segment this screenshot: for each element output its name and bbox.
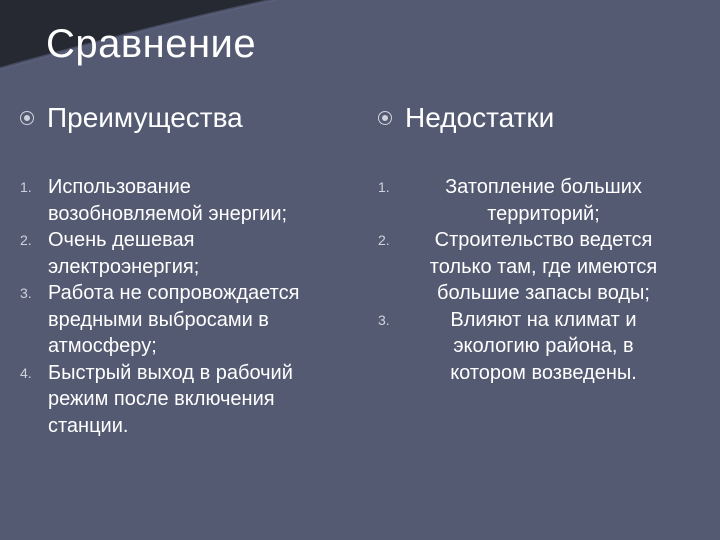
disadvantages-list [378, 174, 708, 386]
item-number: 2. [378, 232, 390, 248]
list-item [378, 174, 708, 227]
disadvantages-heading-label: Недостатки [405, 102, 555, 133]
list-item [378, 227, 708, 307]
list-item [378, 307, 708, 387]
list-item [20, 280, 360, 360]
disadvantages-column [378, 98, 708, 386]
advantages-list [20, 174, 360, 439]
item-number: 4. [20, 364, 32, 381]
item-text: Строительство ведется только там, где имеются большие запасы воды; [429, 229, 658, 304]
radio-bullet-icon [378, 111, 392, 125]
item-text: Влияют на климат и экологию района, в котором возведены. [450, 308, 637, 384]
list-item [20, 227, 360, 280]
list-item [20, 360, 360, 440]
item-text: Использование возобновляемой энергии; [48, 176, 288, 225]
slide-title: Сравнение [46, 22, 257, 66]
advantages-heading-label: Преимущества [47, 102, 243, 133]
item-number: 1. [378, 179, 390, 195]
item-text: Очень дешевая электроэнергия; [48, 229, 200, 278]
advantages-column [20, 98, 360, 439]
item-number: 3. [378, 311, 390, 328]
radio-bullet-icon [20, 111, 34, 125]
item-text: Работа не сопровождается вредными выбросами в атмосферу; [48, 282, 300, 357]
item-number: 2. [20, 232, 32, 248]
item-number: 1. [20, 179, 32, 195]
item-text: Затопление больших территорий; [445, 176, 642, 225]
disadvantages-heading [378, 98, 708, 138]
item-number: 3. [20, 285, 32, 301]
list-item [20, 174, 360, 227]
item-text: Быстрый выход в рабочий режим после включения станции. [48, 361, 293, 437]
advantages-heading [20, 98, 360, 138]
